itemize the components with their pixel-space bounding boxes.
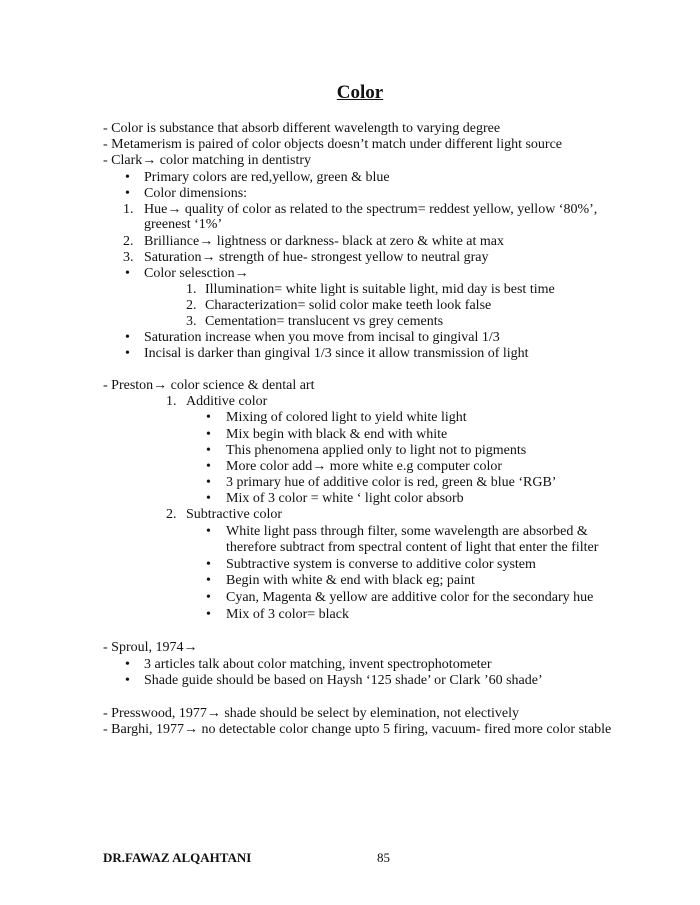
additive-item: 3 primary hue of additive color is red, green & blue ‘RGB’ (226, 475, 557, 490)
bullet-marker: • (125, 673, 130, 688)
selection-cementation: Cementation= translucent vs grey cements (205, 314, 444, 329)
sproul-heading: - Sproul, 1974→ (103, 640, 198, 655)
selection-characterization: Characterization= solid color make teeth look false (205, 298, 492, 313)
bullet-marker: • (206, 524, 211, 539)
bullet-marker: • (206, 590, 211, 605)
sproul-item: 3 articles talk about color matching, invent spectrophotometer (144, 657, 492, 672)
additive-heading: Additive color (186, 394, 268, 409)
bullet-marker: • (125, 170, 130, 185)
bullet-marker: • (125, 346, 130, 361)
footer-author: DR.FAWAZ ALQAHTANI (103, 850, 252, 865)
bullet-marker: • (206, 443, 211, 458)
dimension-hue-line1: Hue→ quality of color as related to the spectrum= reddest yellow, yellow ‘80%’, (144, 202, 598, 217)
intro-line-metamerism: - Metamerism is paired of color objects doesn’t match under different light source (103, 137, 563, 152)
list-number: 1. (166, 394, 177, 409)
list-number: 3. (186, 314, 197, 329)
barghi-line: - Barghi, 1977→ no detectable color change upto 5 firing, vacuum- fired more color stable (103, 722, 612, 737)
preston-heading: - Preston→ color science & dental art (103, 378, 315, 393)
presswood-line: - Presswood, 1977→ shade should be select by elemination, not electively (103, 706, 520, 721)
bullet-marker: • (206, 573, 211, 588)
bullet-marker: • (206, 427, 211, 442)
intro-line-clark: - Clark→ color matching in dentistry (103, 153, 312, 168)
list-number: 2. (123, 234, 134, 249)
subtractive-item: Begin with white & end with black eg; paint (226, 573, 475, 588)
dimension-brilliance: Brilliance→ lightness or darkness- black at zero & white at max (144, 234, 505, 249)
primary-colors-text: Primary colors are red,yellow, green & blue (144, 170, 390, 185)
dimensions-heading: Color dimensions: (144, 186, 248, 201)
list-number: 2. (186, 298, 197, 313)
list-number: 1. (186, 282, 197, 297)
page-number: 85 (377, 850, 390, 865)
subtractive-item: Mix of 3 color= black (226, 607, 349, 622)
sproul-item: Shade guide should be based on Haysh ‘125 shade’ or Clark ’60 shade’ (144, 673, 543, 688)
dimension-saturation: Saturation→ strength of hue- strongest yellow to neutral gray (144, 250, 489, 265)
additive-item: This phenomena applied only to light not to pigments (226, 443, 527, 458)
bullet-marker: • (206, 459, 211, 474)
subtractive-item: Cyan, Magenta & yellow are additive color for the secondary hue (226, 590, 594, 605)
subtractive-item: Subtractive system is converse to additive color system (226, 557, 536, 572)
saturation-note: Saturation increase when you move from incisal to gingival 1/3 (144, 330, 500, 345)
bullet-marker: • (206, 491, 211, 506)
incisal-note: Incisal is darker than gingival 1/3 since it allow transmission of light (144, 346, 529, 361)
bullet-marker: • (125, 186, 130, 201)
bullet-marker: • (125, 657, 130, 672)
subtractive-item-line1: White light pass through filter, some wavelength are absorbed & (226, 524, 588, 539)
page-title: Color (336, 82, 384, 103)
bullet-marker: • (125, 266, 130, 281)
bullet-marker: • (206, 410, 211, 425)
additive-item: More color add→ more white e.g computer color (226, 459, 503, 474)
additive-item: Mix begin with black & end with white (226, 427, 448, 442)
additive-item: Mixing of colored light to yield white light (226, 410, 467, 425)
bullet-marker: • (206, 475, 211, 490)
bullet-marker: • (206, 607, 211, 622)
list-number: 2. (166, 507, 177, 522)
bullet-marker: • (125, 330, 130, 345)
subtractive-item-line2: therefore subtract from spectral content of light that enter the filter (226, 540, 599, 555)
list-number: 3. (123, 250, 134, 265)
selection-heading: Color selesction→ (144, 266, 249, 281)
list-number: 1. (123, 202, 134, 217)
bullet-marker: • (206, 557, 211, 572)
intro-line-color-definition: - Color is substance that absorb different wavelength to varying degree (103, 121, 501, 136)
selection-illumination: Illumination= white light is suitable light, mid day is best time (205, 282, 555, 297)
dimension-hue-line2: greenest ‘1%’ (144, 217, 223, 232)
additive-item: Mix of 3 color = white ‘ light color absorb (226, 491, 464, 506)
subtractive-heading: Subtractive color (186, 507, 283, 522)
